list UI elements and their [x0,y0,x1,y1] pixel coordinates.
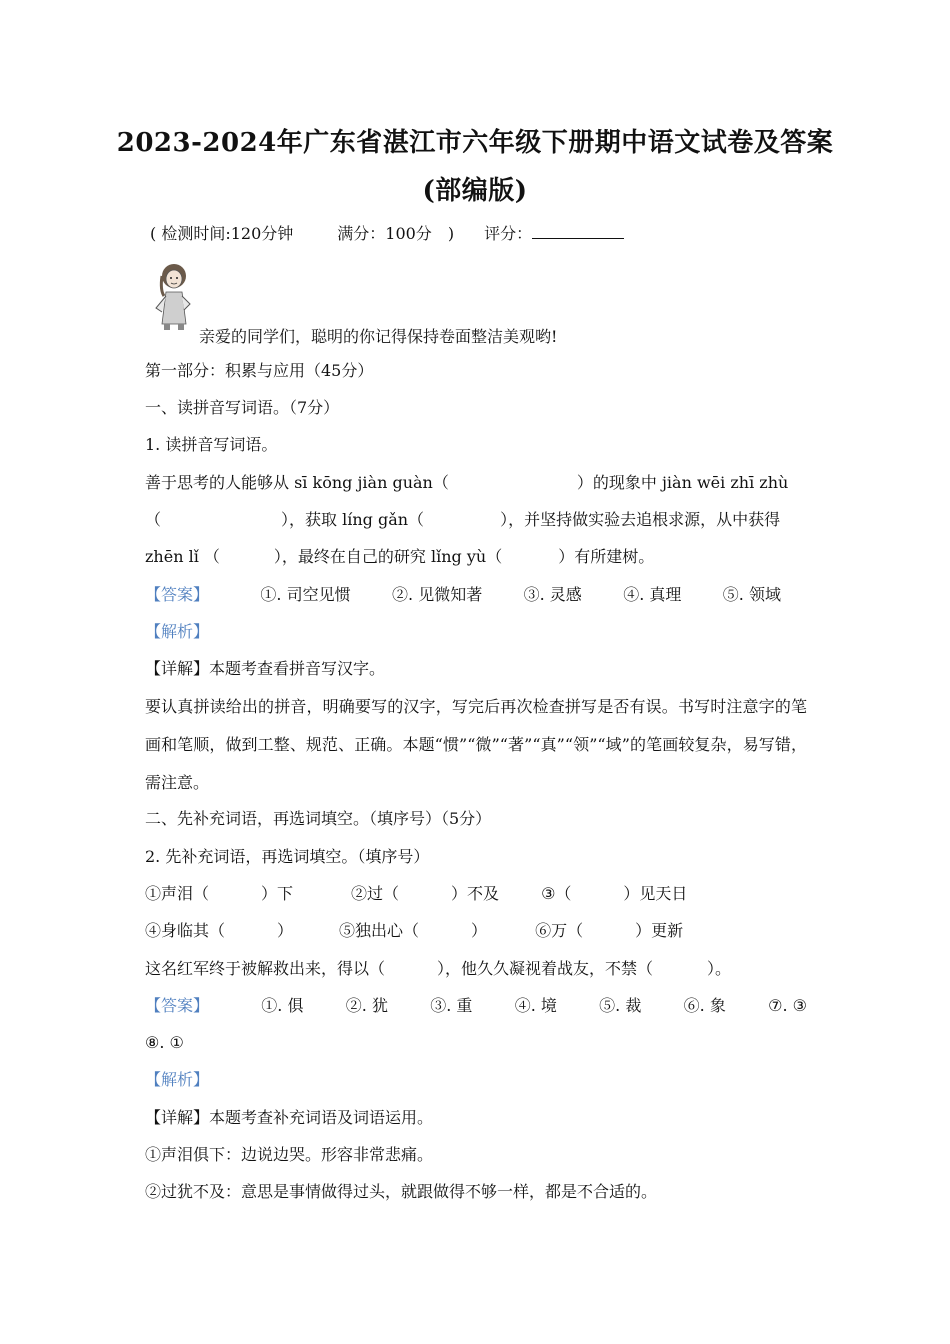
answer-item: ③. 重 [430,996,473,1015]
page-title: 2023-2024年广东省湛江市六年级下册期中语文试卷及答案 [116,128,834,158]
detail-tag: 【详解】 [145,659,210,678]
question1-line3: zhēn lǐ （ ），最终在自己的研究 lǐng yù（ ）有所建树。 [145,547,655,566]
answer-item: ⑦. ③ [768,996,807,1015]
score-blank[interactable] [532,224,624,239]
info-close-paren: ) [447,224,455,243]
detail-tag: 【详解】 [145,1108,210,1127]
detail-line: 【详解】本题考查补充词语及词语运用。 [145,1108,434,1127]
analysis-tag: 【解析】 [145,622,210,641]
question2: 2. 先补充词语，再选词填空。（填序号） [145,847,430,866]
page-subtitle: (部编版) [422,176,528,206]
greeting-text: 亲爱的同学们，聪明的你记得保持卷面整洁美观哟! [199,327,558,346]
answer-item: ④. 真理 [623,585,682,604]
section1-heading: 一、读拼音写词语。（7分） [145,398,340,417]
question1-line2: （ ），获取 líng gǎn（ ），并坚持做实验去追根求源，从中获得 [145,510,781,529]
answer-item: ⑤. 裁 [599,996,642,1015]
idiom-row-2: ④身临其（ ） ⑤独出心（ ） ⑥万（ ）更新 [145,921,684,940]
answer-item: ⑥. 象 [683,996,726,1015]
explanation-item-1: ①声泪俱下：边说边哭。形容非常悲痛。 [145,1145,434,1164]
exam-full-score: 满分：100分 [337,224,432,243]
answer-item: ③. 灵感 [523,585,582,604]
explanation-paragraph: 要认真拼读给出的拼音，明确要写的汉字，写完后再次检查拼写是否有误。书写时注意字的笔画和笔顺，做到工整、规范、正确。本题“惯”“微”“著”“真”“领”“域”的笔画较复杂，易写错，需注意。 [145,697,807,792]
detail-line: 【详解】本题考查看拼音写汉字。 [145,659,386,678]
score-label: 评分： [484,224,533,243]
answer-tag: 【答案】 [145,996,210,1015]
question1: 1. 读拼音写词语。 [145,435,278,454]
section2-heading: 二、先补充词语，再选词填空。（填序号）（5分） [145,809,492,828]
answer-item: ①. 司空见惯 [260,585,351,604]
part1-heading: 第一部分：积累与应用（45分） [145,361,374,380]
answer-tag: 【答案】 [145,585,210,604]
answer-row-1 [145,584,781,606]
analysis-tag: 【解析】 [145,1070,210,1089]
explanation-item-2: ②过犹不及：意思是事情做得过头，就跟做得不够一样，都是不合适的。 [145,1182,658,1201]
exam-time: ( 检测时间:120分钟 [150,224,294,243]
answer-item: ②. 犹 [345,996,388,1015]
answer-row-2 [145,995,807,1017]
question1-line1: 善于思考的人能够从 sī kōng jiàn guàn（ ）的现象中 jiàn wēi zhī zhù [145,473,789,492]
answer-row-2-cont: ⑧. ① [145,1033,184,1052]
cartoon-girl-icon [150,262,200,332]
idiom-row-1: ①声泪（ ）下 ②过（ ）不及 ③（ ）见天日 [145,884,688,903]
answer-item: ⑤. 领域 [722,585,781,604]
answer-item: ④. 境 [514,996,557,1015]
answer-item: ①. 俱 [261,996,304,1015]
fill-sentence: 这名红军终于被解救出来，得以（ ），他久久凝视着战友，不禁（ ）。 [145,959,732,978]
answer-item: ②. 见微知著 [392,585,483,604]
exam-info-line [150,223,624,245]
